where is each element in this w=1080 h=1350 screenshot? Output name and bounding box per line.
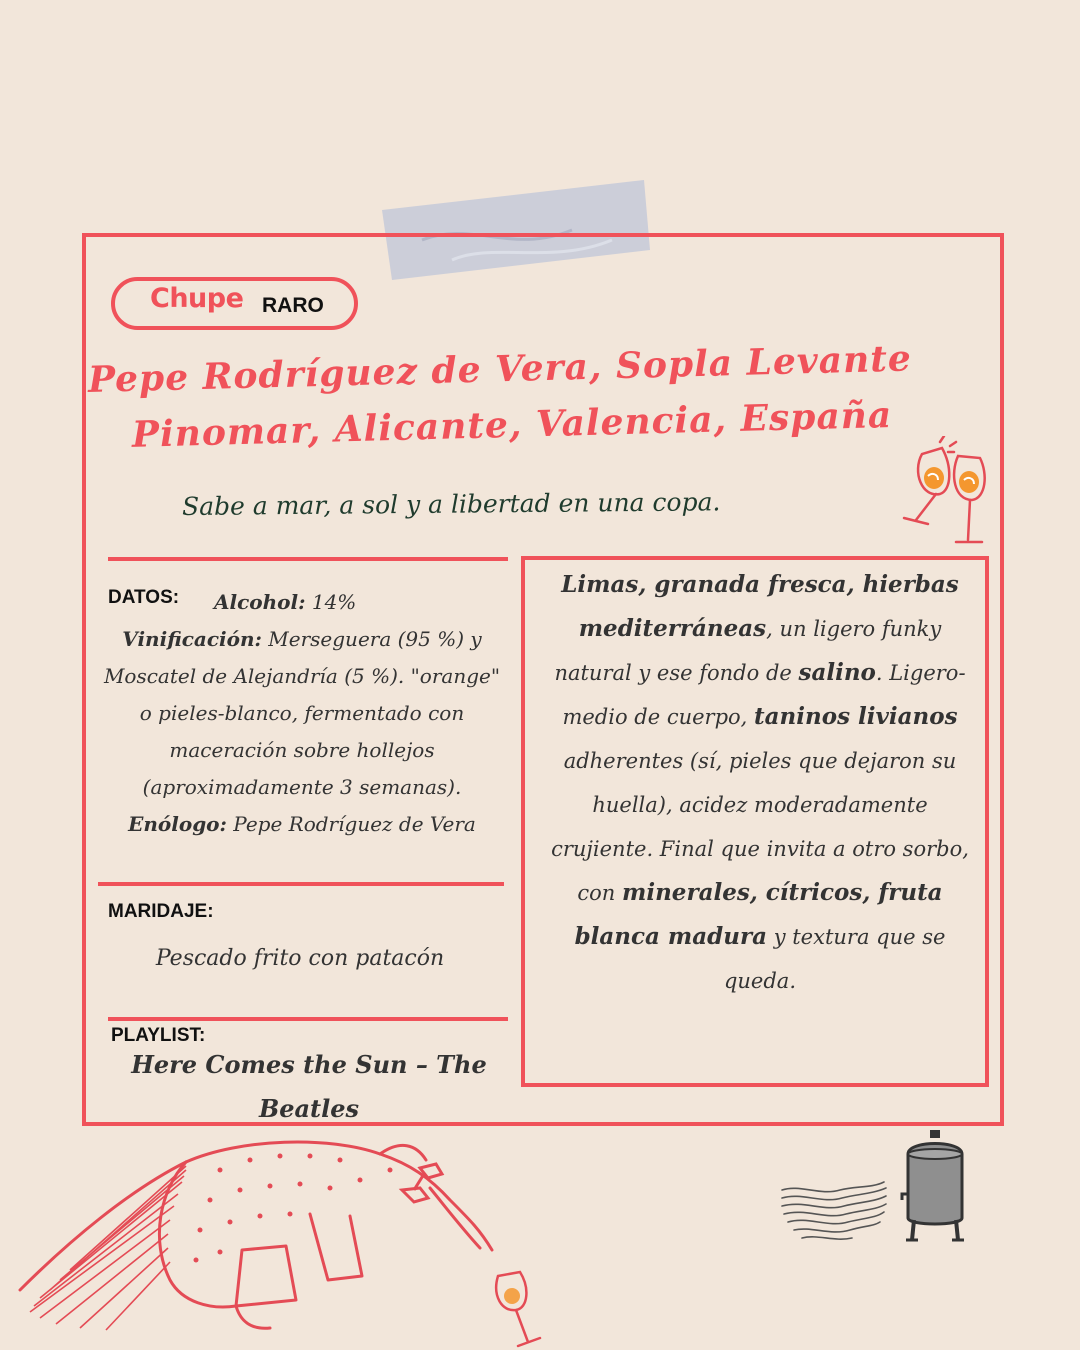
steel-tank-icon	[900, 1128, 970, 1244]
wine-title-line1: Pepe Rodríguez de Vera, Sopla Levante	[87, 337, 913, 401]
vinificacion-text: Merseguera (95 %) y Moscatel de Alejandría (5 %). "orange" o pieles-blanco, fermentado con maceración sobre hollejos (aproximadamente 3 semanas).	[103, 627, 501, 799]
brand-tag: RARO	[262, 294, 324, 317]
hills-lines-icon	[780, 1180, 888, 1242]
wine-glasses-cheers-icon	[896, 436, 988, 552]
wine-glass-icon	[488, 1266, 548, 1348]
notes-taninos: taninos livianos	[754, 703, 958, 730]
anteater-with-sunglasses-illustration	[10, 1130, 510, 1340]
divider-middle	[98, 882, 504, 886]
wine-tagline: Sabe a mar, a sol y a libertad en una copa.	[181, 487, 721, 521]
wine-title	[87, 337, 968, 464]
enologo-label: Enólogo:	[128, 812, 227, 836]
datos-label: DATOS:	[108, 587, 180, 608]
notes-text-4: y textura que se queda.	[723, 925, 946, 993]
vinificacion-label: Vinificación:	[122, 627, 262, 651]
divider-bottom	[108, 1017, 508, 1021]
maridaje-label: MARIDAJE:	[108, 901, 214, 922]
alcohol-value: 14%	[311, 590, 357, 614]
notes-text-2: . Ligero-medio de cuerpo,	[562, 661, 966, 729]
notes-final: minerales, cítricos, fruta blanca madura	[574, 879, 943, 950]
playlist-song: Here Comes the Sun – The Beatles	[131, 1050, 487, 1123]
brand-name: Chupe	[150, 283, 244, 314]
datos-block	[96, 584, 508, 843]
notes-text-1: , un ligero funky natural y ese fondo de	[554, 617, 942, 685]
notes-text-3: adherentes (sí, pieles que dejaron su huella), acidez moderadamente crujiente. Final que invita a otro sorbo, con	[551, 749, 969, 905]
enologo-value: Pepe Rodríguez de Vera	[233, 812, 476, 836]
wine-title-line2: Pinomar, Alicante, Valencia, España	[131, 393, 893, 456]
notes-aromas: Limas, granada fresca, hierbas mediterráneas	[561, 571, 959, 642]
playlist-label: PLAYLIST:	[111, 1025, 206, 1046]
maridaje-text: Pescado frito con patacón	[155, 946, 445, 971]
tasting-notes	[540, 563, 980, 1003]
notes-salino: salino	[798, 659, 876, 686]
divider-top	[108, 557, 508, 561]
alcohol-label: Alcohol:	[214, 590, 306, 614]
